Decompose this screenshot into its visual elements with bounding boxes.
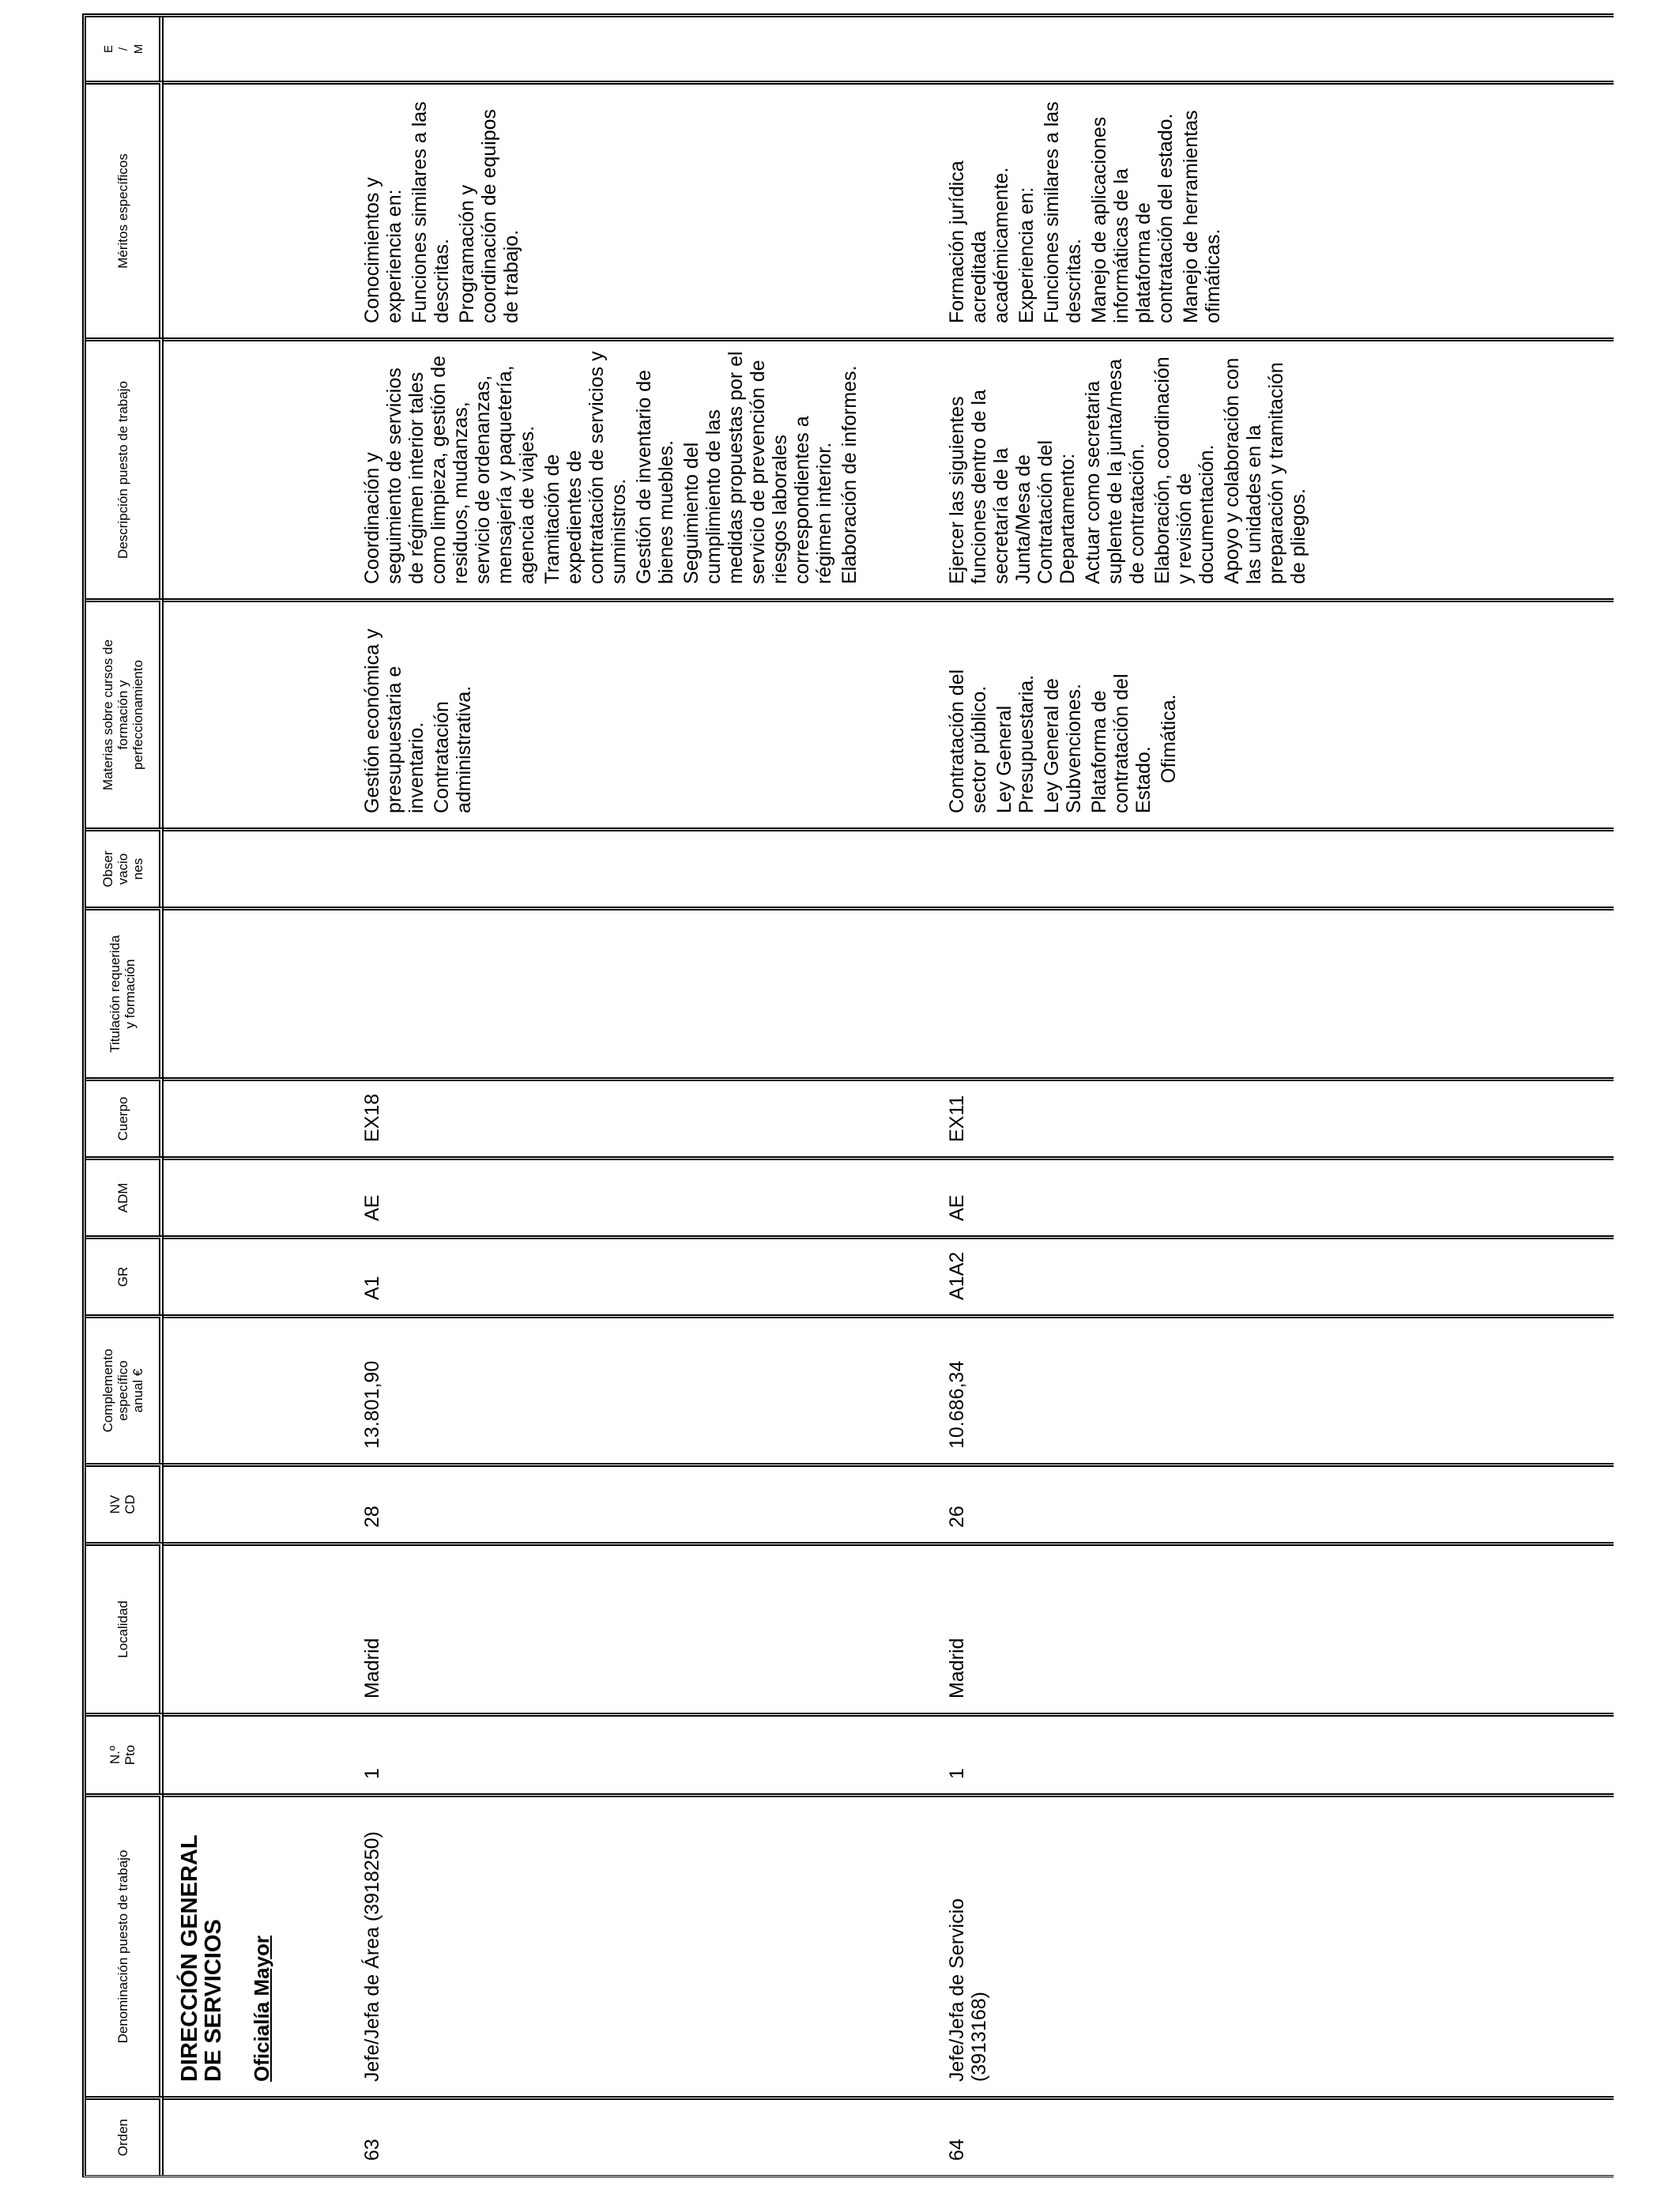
- header-n-pto: [86, 1713, 164, 1793]
- cell-em: [353, 17, 938, 81]
- cell-observaciones: [938, 827, 1614, 907]
- cell-adm: AE: [353, 1156, 938, 1235]
- header-titulacion: [86, 907, 164, 1077]
- cell-descripcion: [353, 337, 938, 598]
- meritos-item: Manejo de herramientas ofimáticas.: [1180, 110, 1224, 323]
- cell-gr: A1A2: [938, 1235, 1614, 1314]
- materias-item: Contratación administrativa.: [431, 685, 475, 813]
- dept-cell-empty: [164, 827, 353, 907]
- header-em: [86, 17, 164, 81]
- meritos-item: Programación y coordinación de equipos de trabajo.: [456, 108, 522, 323]
- descripcion-item: Actuar como secretaria suplente de la junta/mesa de contratación.: [1082, 359, 1148, 584]
- meritos-item: Manejo de aplicaciones informáticas de la plataforma de contratación del estado.: [1088, 113, 1177, 323]
- cell-nv-cd: 26: [938, 1463, 1614, 1542]
- descripcion-item: Elaboración de informes.: [838, 365, 861, 584]
- dept-cell-empty: [164, 1235, 353, 1314]
- dept-cell-empty: [164, 1463, 353, 1542]
- materias-list: [361, 612, 475, 813]
- meritos-item: Experiencia en:: [1015, 187, 1038, 323]
- header-em-label: E / M: [101, 43, 145, 55]
- meritos-item: Funciones similares a las descritas.: [1041, 101, 1085, 323]
- cell-cuerpo: EX11: [938, 1077, 1614, 1156]
- header-observaciones: [86, 827, 164, 907]
- table-row: [353, 17, 938, 2175]
- department-title: DIRECCIÓN GENERAL DE SERVICIOS: [177, 1834, 226, 2082]
- cell-meritos: [353, 81, 938, 337]
- cell-n-pto: 1: [938, 1713, 1614, 1793]
- header-cuerpo: Cuerpo: [86, 1077, 164, 1156]
- meritos-list: [361, 94, 522, 323]
- materias-item: Plataforma de contratación del Estado.: [1088, 673, 1155, 813]
- materias-item: Ley General Presupuestaria.: [993, 674, 1038, 813]
- dept-cell-empty: [164, 1156, 353, 1235]
- descripcion-item: Elaboración, coordinación y revisión de documentación.: [1151, 356, 1218, 584]
- dept-cell-denominacion: [164, 1793, 353, 2096]
- department-row: [164, 17, 353, 2175]
- meritos-item: Conocimientos y experiencia en:: [361, 177, 405, 323]
- dept-cell-empty: [164, 1077, 353, 1156]
- cell-complemento: 10.686,34: [938, 1314, 1614, 1463]
- header-n-pto-label: N.º Pto: [107, 1744, 137, 1766]
- materias-list: [946, 612, 1180, 813]
- cell-meritos: [938, 81, 1614, 337]
- header-gr: GR: [86, 1235, 164, 1314]
- dept-cell-empty: [164, 907, 353, 1077]
- dept-cell-empty: [164, 337, 353, 598]
- dept-cell-empty: [164, 598, 353, 827]
- cell-cuerpo: EX18: [353, 1077, 938, 1156]
- descripcion-item: Ejercer las siguientes funciones dentro de la secretaría de la Junta/Mesa de Contratación del Departamento:: [946, 389, 1079, 584]
- cell-complemento: 13.801,90: [353, 1314, 938, 1463]
- header-nv-cd: [86, 1463, 164, 1542]
- header-complemento: [86, 1314, 164, 1463]
- header-localidad: Localidad: [86, 1542, 164, 1713]
- header-materias-label: Materias sobre cursos de formación y perfeccionamiento: [100, 639, 145, 790]
- meritos-item: Funciones similares a las descritas.: [409, 101, 453, 323]
- cell-materias: [938, 598, 1614, 827]
- cell-orden: 64: [938, 2096, 1614, 2175]
- cell-titulacion: [353, 907, 938, 1077]
- header-complemento-label: Complemento específico anual €: [100, 1348, 145, 1433]
- unit-title: Oficialía Mayor: [250, 1936, 273, 2082]
- dept-cell-empty: [164, 1542, 353, 1713]
- header-nv-cd-label: NV CD: [107, 1495, 137, 1514]
- header-materias: [86, 598, 164, 827]
- materias-item: Gestión económica y presupuestaria e inventario.: [361, 628, 428, 813]
- job-positions-table: [82, 13, 1614, 2177]
- table-row: [938, 17, 1614, 2175]
- header-meritos: Méritos específicos: [86, 81, 164, 337]
- header-adm: ADM: [86, 1156, 164, 1235]
- cell-materias: [353, 598, 938, 827]
- dept-cell-empty: [164, 81, 353, 337]
- header-orden: Orden: [86, 2096, 164, 2175]
- header-descripcion: Descripción puesto de trabajo: [86, 337, 164, 598]
- cell-denominacion: Jefe/Jefa de Área (3918250): [353, 1793, 938, 2096]
- cell-gr: A1: [353, 1235, 938, 1314]
- header-observaciones-label: Obser vacio nes: [100, 850, 145, 888]
- cell-localidad: Madrid: [353, 1542, 938, 1713]
- descripcion-item: Seguimiento del cumplimiento de las medidas propuestas por el servicio de prevención de riesgos laborales correspondientes a régimen interior.: [680, 351, 835, 584]
- descripcion-item: Tramitación de expedientes de contratación de servicios y suministros.: [541, 351, 630, 584]
- cell-n-pto: 1: [353, 1713, 938, 1793]
- dept-cell-empty: [164, 17, 353, 81]
- cell-titulacion: [938, 907, 1614, 1077]
- descripcion-list: [361, 351, 861, 584]
- materias-item: Ley General de Subvenciones.: [1041, 678, 1085, 813]
- cell-observaciones: [353, 827, 938, 907]
- cell-descripcion: [938, 337, 1614, 598]
- cell-localidad: Madrid: [938, 1542, 1614, 1713]
- cell-adm: AE: [938, 1156, 1614, 1235]
- header-denominacion: Denominación puesto de trabajo: [86, 1793, 164, 2096]
- meritos-list: [946, 94, 1224, 323]
- header-titulacion-label: Titulación requerida y formación: [107, 935, 137, 1053]
- dept-cell-orden: [164, 2096, 353, 2175]
- descripcion-item: Apoyo y colaboración con las unidades en la preparación y tramitación de pliegos.: [1221, 357, 1309, 584]
- cell-orden: 63: [353, 2096, 938, 2175]
- header-row: [86, 17, 164, 2175]
- descripcion-item: Gestión de inventario de bienes muebles.: [633, 369, 677, 584]
- descripcion-list: [946, 351, 1309, 584]
- materias-item: Ofimática.: [1158, 694, 1180, 783]
- cell-nv-cd: 28: [353, 1463, 938, 1542]
- descripcion-item: Coordinación y seguimiento de servicios de régimen interior tales como limpieza, gestión de residuos, mudanzas, servicio de ordenanzas, mensajería y paquetería, agencia de viajes.: [361, 355, 538, 584]
- rotated-page: [82, 20, 1599, 2177]
- cell-em: [938, 17, 1614, 81]
- meritos-item: Formación jurídica acreditada académicamente.: [946, 160, 1012, 323]
- cell-denominacion: Jefe/Jefa de Servicio (3913168): [938, 1793, 1614, 2096]
- dept-cell-empty: [164, 1314, 353, 1463]
- materias-item: Contratación del sector público.: [946, 669, 990, 813]
- dept-cell-empty: [164, 1713, 353, 1793]
